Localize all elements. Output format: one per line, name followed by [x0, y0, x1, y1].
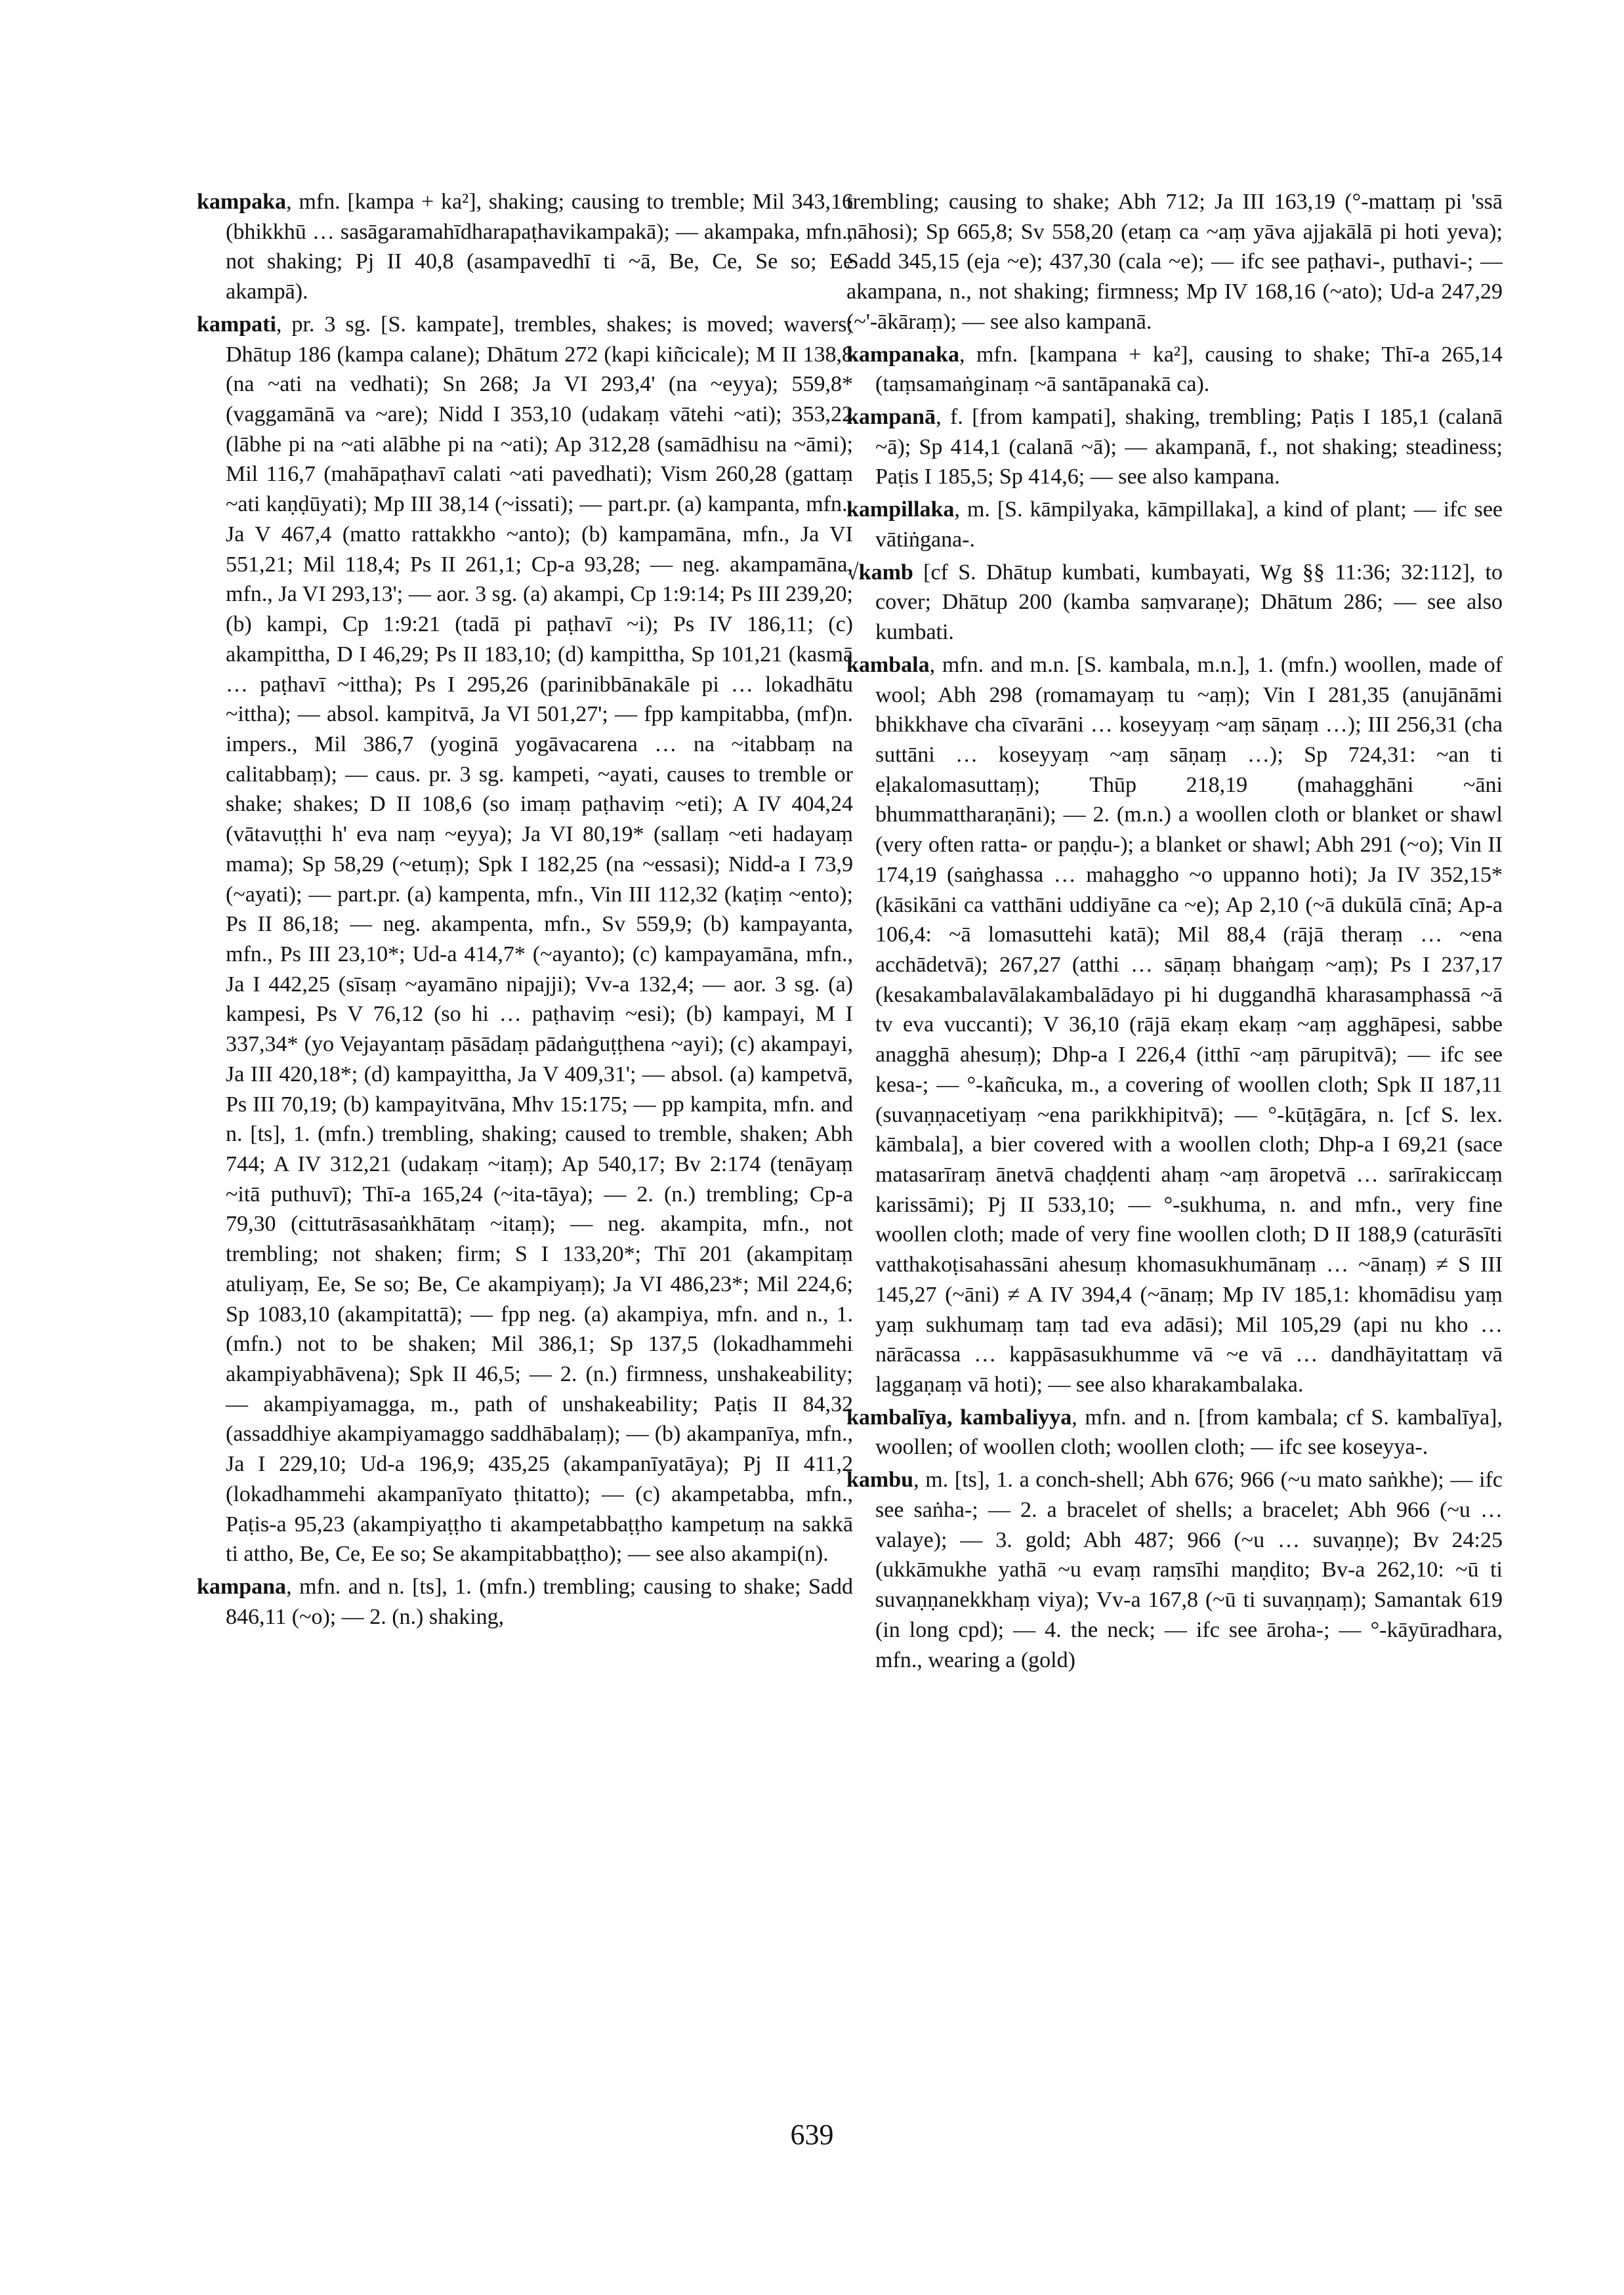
headword: kampanaka — [846, 342, 959, 367]
entry-kampana-continued — [846, 187, 1503, 337]
entry-text: , m. [ts], 1. a conch-shell; Abh 676; 966 (~u mato saṅkhe); — ifc see saṅha-; — 2. a bracelet of shells; a bracelet; Abh 966 (~u … valaye); — 3. gold; Abh 487; 966 (~u … suvaṇṇe); Bv 24:25 (ukkāmukhe yathā ~u evaṃ raṃsīhi maṇḍito; Bv-a 262,10: ~ū ti suvaṇṇanekkhaṃ viya); Vv-a 167,8 (~ū ti suvaṇṇaṃ); Samantak 619 (in long cpd); — 4. the neck; — ifc see āroha-; — °-kāyūradhara, mfn., wearing a (gold) — [875, 1468, 1503, 1672]
entry-text: , mfn. and n. [from kambala; cf S. kambalīya], woollen; of woollen cloth; woollen cloth; — ifc see koseyya-. — [875, 1405, 1503, 1460]
entry-kampana — [197, 1572, 853, 1632]
entry-kampanaka — [846, 340, 1503, 400]
entry-text: , mfn. [kampana + ka²], causing to shake; Thī-a 265,14 (taṃsamaṅginaṃ ~ā santāpanakā ca). — [875, 342, 1503, 397]
entry-text: , mfn. and n. [ts], 1. (mfn.) trembling; causing to shake; Sadd 846,11 (~o); — 2. (n.) shaking, — [226, 1575, 853, 1629]
headword: kambu — [846, 1468, 914, 1493]
entry-kambala — [846, 650, 1503, 1400]
entry-text: , mfn. and m.n. [S. kambala, m.n.], 1. (mfn.) woollen, made of wool; Abh 298 (romamayaṃ tu ~aṃ); Vin I 281,35 (anujānāmi bhikkhave cha cīvarāni … koseyyaṃ ~aṃ sāṇaṃ …); III 256,31 (cha suttāni … koseyyaṃ ~aṃ sāṇaṃ …); Sp 724,31: ~an ti eḷakalomasuttaṃ); Thūp 218,19 (mahagghāni ~āni bhummattharaṇāni); — 2. (m.n.) a woollen cloth or blanket or shawl (very often ratta- or paṇḍu-); a blanket or shawl; Abh 291 (~o); Vin II 174,19 (saṅghassa … mahaggho ~o uppanno hoti); Ja IV 352,15* (kāsikāni ca vatthāni uddiyāne ca ~e); Ap 2,10 (~ā dukūlā cīnā; Ap-a 106,4: ~ā lomasuttehi katā); Mil 88,4 (rājā theraṃ … ~ena acchādetvā); 267,27 (atthi … sāṇaṃ bhaṅgaṃ ~aṃ); Ps I 237,17 (kesakambalavālakambalādayo pi hi duggandhā kharasamphassā ~ā tv eva vuccanti); V 36,10 (rājā ekaṃ ekaṃ ~aṃ agghāpesi, sabbe anagghā ahesuṃ); Dhp-a I 226,4 (itthī ~aṃ pārupitvā); — ifc see kesa-; — °-kañcuka, m., a covering of woollen cloth; Spk II 187,11 (suvaṇṇacetiyaṃ ~ena parikkhipitvā); — °-kūṭāgāra, n. [cf S. lex. kāmbala], a bier covered with a woollen cloth; Dhp-a I 69,21 (sace matasarīraṃ ānetvā chaḍḍenti ahaṃ ~aṃ āropetvā … sarīrakiccaṃ karissāmi); Pj II 533,10; — °-sukhuma, n. and mfn., very fine woollen cloth; made of very fine woollen cloth; D II 188,9 (caturāsīti vatthakoṭisahassāni ahesuṃ khomasukhumānaṃ … ~ānaṃ) ≠ S III 145,27 (~āni) ≠ A IV 394,4 (~ānaṃ; Mp IV 185,1: khomādisu yaṃ yaṃ sukhumaṃ taṃ tad eva adāsi); Mil 105,29 (api nu kho … nārācassa … kappāsasukhumme vā ~e vā … dandhāyitattaṃ vā laggaṇaṃ vā hoti); — see also kharakambalaka. — [875, 652, 1503, 1397]
headword: kambalīya, kambaliyya — [846, 1405, 1072, 1430]
headword: kampanā — [846, 405, 936, 430]
entry-kambu — [846, 1465, 1503, 1675]
entry-text: , pr. 3 sg. [S. kampate], trembles, shakes; is moved; wavers; Dhātup 186 (kampa calane); Dhātum 272 (kapi kiñcicale); M II 138,8 (na ~ati na vedhati); Sn 268; Ja VI 293,4' (na ~eyya); 559,8* (vaggamānā va ~are); Nidd I 353,10 (udakaṃ vātehi ~ati); 353,22 (lābhe pi na ~ati alābhe pi na ~ati); Ap 312,28 (samādhisu na ~āmi); Mil 116,7 (mahāpaṭhavī calati ~ati pavedhati); Vism 260,28 (gattaṃ ~ati kaṇḍūyati); Mp III 38,14 (~issati); — part.pr. (a) kampanta, mfn., Ja V 467,4 (matto rattakkho ~anto); (b) kampamāna, mfn., Ja VI 551,21; Mil 118,4; Ps II 261,1; Cp-a 93,28; — neg. akampamāna, mfn., Ja VI 293,13'; — aor. 3 sg. (a) akampi, Cp 1:9:14; Ps III 239,20; (b) kampi, Cp 1:9:21 (tadā pi paṭhavī ~i); Ps IV 186,11; (c) akampittha, D I 46,29; Ps II 183,10; (d) kampittha, Sp 101,21 (kasmā … paṭhavī ~ittha); Ps I 295,26 (parinibbānakāle pi … lokadhātu ~ittha); — absol. kampitvā, Ja VI 501,27'; — fpp kampitabba, (mf)n. impers., Mil 386,7 (yoginā yogāvacarena … na ~itabbaṃ na calitabbaṃ); — caus. pr. 3 sg. kampeti, ~ayati, causes to tremble or shake; shakes; D II 108,6 (so imaṃ paṭhaviṃ ~eti); A IV 404,24 (vātavuṭṭhi h' eva naṃ ~eyya); Ja VI 80,19* (sallaṃ ~eti hadayaṃ mama); Sp 58,29 (~etuṃ); Spk I 182,25 (na ~essasi); Nidd-a I 73,9 (~ayati); — part.pr. (a) kampenta, mfn., Vin III 112,32 (kaṭiṃ ~ento); Ps II 86,18; — neg. akampenta, mfn., Sv 559,9; (b) kampayanta, mfn., Ps III 23,10*; Ud-a 414,7* (~ayanto); (c) kampayamāna, mfn., Ja I 442,25 (sīsaṃ ~ayamāno nipajji); Vv-a 132,4; — aor. 3 sg. (a) kampesi, Ps V 76,12 (so hi … paṭhaviṃ ~esi); (b) kampayi, M I 337,34* (yo Vejayantaṃ pāsādaṃ pādaṅguṭṭhena ~ayi); (c) akampayi, Ja III 420,18*; (d) kampayittha, Ja V 409,31'; — absol. (a) kampetvā, Ps III 70,19; (b) kampayitvāna, Mhv 15:175; — pp kampita, mfn. and n. [ts], 1. (mfn.) trembling, shaking; caused to tremble, shaken; Abh 744; A IV 312,21 (udakaṃ ~itaṃ); Ap 540,17; Bv 2:174 (tenāyaṃ ~itā puthuvī); Thī-a 165,24 (~ita-tāya); — 2. (n.) trembling; Cp-a 79,30 (cittutrāsasaṅkhātaṃ ~itaṃ); — neg. akampita, mfn., not trembling; not shaken; firm; S I 133,20*; Thī 201 (akampitaṃ atuliyaṃ, Ee, Se so; Be, Ce akampiyaṃ); Ja VI 486,23*; Mil 224,6; Sp 1083,10 (akampitattā); — fpp neg. (a) akampiya, mfn. and n., 1. (mfn.) not to be shaken; Mil 386,1; Sp 137,5 (lokadhammehi akampiyabhāvena); Spk II 46,5; — 2. (n.) firmness, unshakeability; — akampiyamagga, m., path of unshakeability; Paṭis II 84,32 (assaddhiye akampiyamaggo saddhābalaṃ); — (b) akampanīya, mfn., Ja I 229,10; Ud-a 196,9; 435,25 (akampanīyatāya); Pj II 411,2 (lokadhammehi akampanīyato ṭhitatto); — (c) akampetabba, mfn., Paṭis-a 95,23 (akampiyaṭṭho ti akampetabbaṭṭho kampetuṃ na sakkā ti attho, Be, Ce, Ee so; Se akampitabbaṭṭho); — see also akampi(n). — [226, 312, 853, 1567]
entry-kampillaka — [846, 495, 1503, 554]
entry-kambaliya — [846, 1403, 1503, 1462]
entry-text: trembling; causing to shake; Abh 712; Ja III 163,19 (°-mattaṃ pi 'ssā nāhosi); Sp 665,8; Sv 558,20 (etaṃ ca ~aṃ yāva ajjakālā pi hoti yeva); Sadd 345,15 (eja ~e); 437,30 (cala ~e); — ifc see paṭhavi-, puthavi-; — akampana, n., not shaking; firmness; Mp IV 168,16 (~ato); Ud-a 247,29 (~'-ākāraṃ); — see also kampanā. — [846, 190, 1503, 334]
left-column — [197, 187, 853, 1635]
headword: kampaka — [197, 190, 287, 214]
entry-kampanaa — [846, 402, 1503, 492]
headword: kampati — [197, 312, 276, 337]
headword: √kamb — [846, 560, 913, 585]
right-column — [846, 187, 1503, 1678]
headword: kampana — [197, 1575, 287, 1600]
entry-text: , mfn. [kampa + ka²], shaking; causing to tremble; Mil 343,16 (bhikkhū … sasāgaramahīdharapaṭhavikampakā); — akampaka, mfn., not shaking; Pj II 40,8 (asampavedhī ti ~ā, Be, Ce, Se so; Ee akampā). — [226, 190, 853, 304]
entry-kampaka — [197, 187, 853, 307]
entry-text: [cf S. Dhātup kumbati, kumbayati, Wg §§ 11:36; 32:112], to cover; Dhātup 200 (kamba saṃvaraṇe); Dhātum 286; — see also kumbati. — [875, 560, 1503, 645]
headword: kambala — [846, 652, 930, 677]
page-number: 639 — [790, 2119, 834, 2151]
entry-kamb-root — [846, 558, 1503, 648]
entry-text: , f. [from kampati], shaking, trembling; Paṭis I 185,1 (calanā ~ā); Sp 414,1 (calanā ~ā); — akampanā, f., not shaking; steadiness; Paṭis I 185,5; Sp 414,6; — see also kampana. — [875, 405, 1503, 489]
entry-kampati — [197, 310, 853, 1569]
entry-text: , m. [S. kāmpilyaka, kāmpillaka], a kind of plant; — ifc see vātiṅgana-. — [875, 497, 1503, 552]
headword: kampillaka — [846, 497, 955, 522]
